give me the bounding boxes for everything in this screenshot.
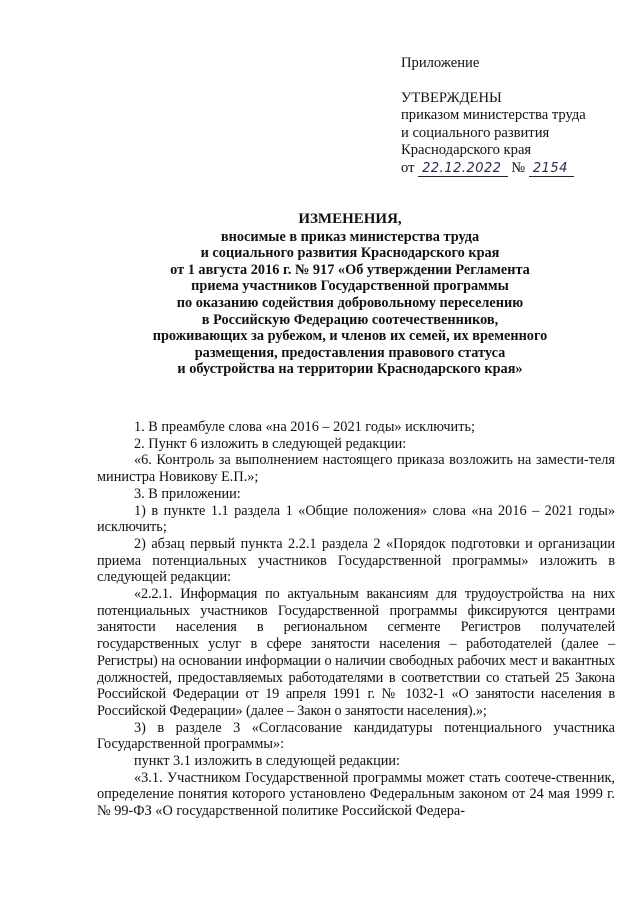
paragraph: 3) в разделе 3 «Согласование кандидатуры потенциального участника Государственной программы»: (97, 719, 615, 753)
approved-line-3: Краснодарского края (401, 142, 532, 158)
paragraph: 1. В преамбуле слова «на 2016 – 2021 годы» исключить; (134, 419, 475, 435)
paragraph: 2. Пункт 6 изложить в следующей редакции: (134, 435, 407, 452)
title-line: и социального развития Краснодарского края (200, 245, 500, 262)
title-line: в Российскую Федерацию соотечественников, (201, 311, 499, 328)
paragraph: «3.1. Участником Государственной программы может стать соотече-ственник, определение понятия которого установлено Федеральным законом от 24 мая 1999 г. № 99-ФЗ «О государственной политике Российской Федера- (97, 769, 615, 820)
title-line: от 1 августа 2016 г. № 917 «Об утверждении Регламента (170, 261, 530, 278)
handwritten-number: 2154 (529, 162, 574, 177)
approved-line-2: и социального развития (401, 124, 550, 141)
paragraph: «6. Контроль за выполнением настоящего приказа возложить на замести-теля министра Новикову Е.П.»; (97, 452, 615, 486)
title-heading: ИЗМЕНЕНИЯ, (298, 211, 402, 227)
appendix-label: Приложение (401, 55, 480, 71)
document-body (97, 419, 615, 820)
document-title (60, 211, 639, 378)
from-label: от (401, 159, 415, 176)
approved-label: УТВЕРЖДЕНЫ (401, 89, 502, 106)
paragraph: 2) абзац первый пункта 2.2.1 раздела 2 «Порядок подготовки и организации приема потенциальных участников Государственной программы» изложить в следующей редакции: (97, 535, 615, 586)
title-line: проживающих за рубежом, и членов их семей, их временного (152, 328, 548, 345)
order-date-number-row (401, 160, 631, 178)
paragraph: пункт 3.1 изложить в следующей редакции: (134, 753, 401, 770)
approval-block (401, 55, 631, 177)
title-line: по оказанию содействия добровольному переселению (176, 294, 524, 311)
paragraph: «2.2.1. Информация по актуальным вакансиям для трудоустройства на них потенциальных участников Государственной программы фиксируются центрами занятости населения в региональном сегменте Регистров получателей государственных услуг в сфере занятости населения – работодателей (далее – Регистры) на основании информации о наличии свободных рабочих мест и вакантных должностей, предоставляемых работодателями в соответствии со статьей 25 Закона Российской Федерации от 19 апреля 1991 г. № 1032-1 «О занятости населения в Российской Федерации» (далее – Закон о занятости населения).»; (97, 586, 615, 719)
title-line: и обустройства на территории Краснодарского края» (177, 361, 523, 378)
paragraph: 3. В приложении: (134, 485, 241, 502)
handwritten-date: 22.12.2022 (418, 162, 507, 177)
title-line: вносимые в приказ министерства труда (220, 228, 480, 245)
paragraph: 1) в пункте 1.1 раздела 1 «Общие положения» слова «на 2016 – 2021 годы» исключить; (97, 502, 615, 536)
title-line: приема участников Государственной программы (191, 278, 509, 295)
title-line: размещения, предоставления правового статуса (194, 344, 506, 361)
number-label: № (511, 159, 526, 176)
approved-line-1: приказом министерства труда (401, 107, 586, 123)
